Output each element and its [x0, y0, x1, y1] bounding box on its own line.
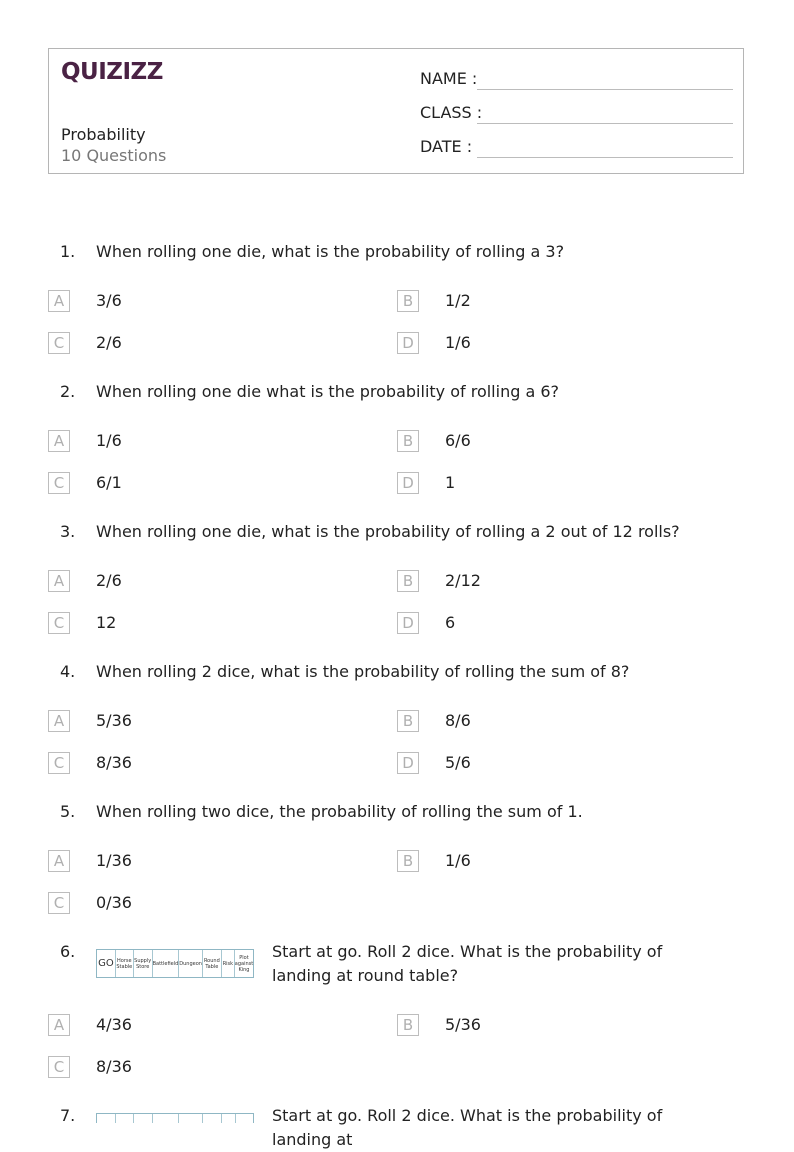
option-letter-box: B [397, 1014, 419, 1036]
option-text: 1 [445, 473, 456, 492]
game-board-image [96, 949, 254, 978]
option-letter-box: C [48, 612, 70, 634]
option-text: 2/6 [96, 333, 122, 352]
option-text: 8/6 [445, 711, 471, 730]
question-text: When rolling 2 dice, what is the probability of rolling the sum of 8? [96, 662, 630, 681]
board-cell: Horse Stable [116, 950, 134, 977]
question-text: When rolling one die, what is the probability of rolling a 3? [96, 242, 565, 261]
option-text: 1/6 [445, 851, 471, 870]
option-text: 5/36 [96, 711, 132, 730]
option-letter-box: C [48, 472, 70, 494]
option-letter-box: B [397, 290, 419, 312]
board-cell [236, 1114, 253, 1123]
option-letter-box: B [397, 430, 419, 452]
option-letter-box: A [48, 570, 70, 592]
option-text: 1/6 [96, 431, 122, 450]
board-cell [203, 1114, 222, 1123]
question-text: When rolling two dice, the probability of rolling the sum of 1. [96, 802, 583, 821]
board-cell [222, 1114, 235, 1123]
option-letter-box: D [397, 332, 419, 354]
question-number: 1. [60, 242, 76, 261]
board-cell [116, 1114, 134, 1123]
option-text: 5/6 [445, 753, 471, 772]
option-text: 8/36 [96, 753, 132, 772]
class-label: CLASS : [420, 103, 483, 122]
option-text: 2/6 [96, 571, 122, 590]
game-board-image-partial [96, 1113, 254, 1123]
board-cell: Round Table [203, 950, 222, 977]
option-letter-box: B [397, 570, 419, 592]
option-text: 1/2 [445, 291, 471, 310]
date-line [477, 157, 733, 158]
option-letter-box: A [48, 1014, 70, 1036]
option-letter-box: A [48, 430, 70, 452]
option-text: 0/36 [96, 893, 132, 912]
question-number: 3. [60, 522, 76, 541]
option-text: 8/36 [96, 1057, 132, 1076]
option-letter-box: D [397, 612, 419, 634]
option-text: 3/6 [96, 291, 122, 310]
board-cell [153, 1114, 179, 1123]
question-number: 6. [60, 942, 76, 961]
option-text: 6/1 [96, 473, 122, 492]
option-text: 1/6 [445, 333, 471, 352]
option-letter-box: A [48, 290, 70, 312]
question-number: 2. [60, 382, 76, 401]
board-cell: GO [97, 950, 116, 977]
option-text: 5/36 [445, 1015, 481, 1034]
worksheet-title: Probability [61, 125, 146, 144]
option-text: 1/36 [96, 851, 132, 870]
name-line [477, 89, 733, 90]
board-cell: Plot against King [234, 954, 254, 973]
option-letter-box: D [397, 752, 419, 774]
board-cell [97, 1114, 116, 1123]
option-text: 2/12 [445, 571, 481, 590]
option-letter-box: C [48, 1056, 70, 1078]
question-count: 10 Questions [61, 146, 167, 165]
option-letter-box: A [48, 710, 70, 732]
option-letter-box: C [48, 892, 70, 914]
question-number: 4. [60, 662, 76, 681]
option-letter-box: B [397, 850, 419, 872]
board-cell: Supply Store [134, 950, 153, 977]
option-text: 6/6 [445, 431, 471, 450]
option-letter-box: B [397, 710, 419, 732]
option-text: 4/36 [96, 1015, 132, 1034]
board-cell [134, 1114, 153, 1123]
question-text: When rolling one die, what is the probability of rolling a 2 out of 12 rolls? [96, 522, 680, 541]
date-label: DATE : [420, 137, 473, 156]
option-letter-box: D [397, 472, 419, 494]
board-cell: Battlefield [153, 950, 180, 977]
class-line [477, 123, 733, 124]
option-letter-box: A [48, 850, 70, 872]
quizizz-logo: QUIZIZZ [61, 59, 163, 85]
board-cell: Dungeon [179, 950, 203, 977]
question-text: When rolling one die what is the probability of rolling a 6? [96, 382, 560, 401]
option-letter-box: C [48, 752, 70, 774]
question-text: Start at go. Roll 2 dice. What is the probability of landing at [272, 1106, 663, 1149]
question-number: 5. [60, 802, 76, 821]
question-text: Start at go. Roll 2 dice. What is the probability of landing at round table? [272, 942, 663, 985]
option-text: 12 [96, 613, 117, 632]
option-text: 6 [445, 613, 456, 632]
name-label: NAME : [420, 69, 478, 88]
question-number: 7. [60, 1106, 76, 1125]
board-cell [179, 1114, 203, 1123]
option-letter-box: C [48, 332, 70, 354]
worksheet-header [48, 48, 744, 174]
board-cell: Risk [222, 950, 235, 977]
